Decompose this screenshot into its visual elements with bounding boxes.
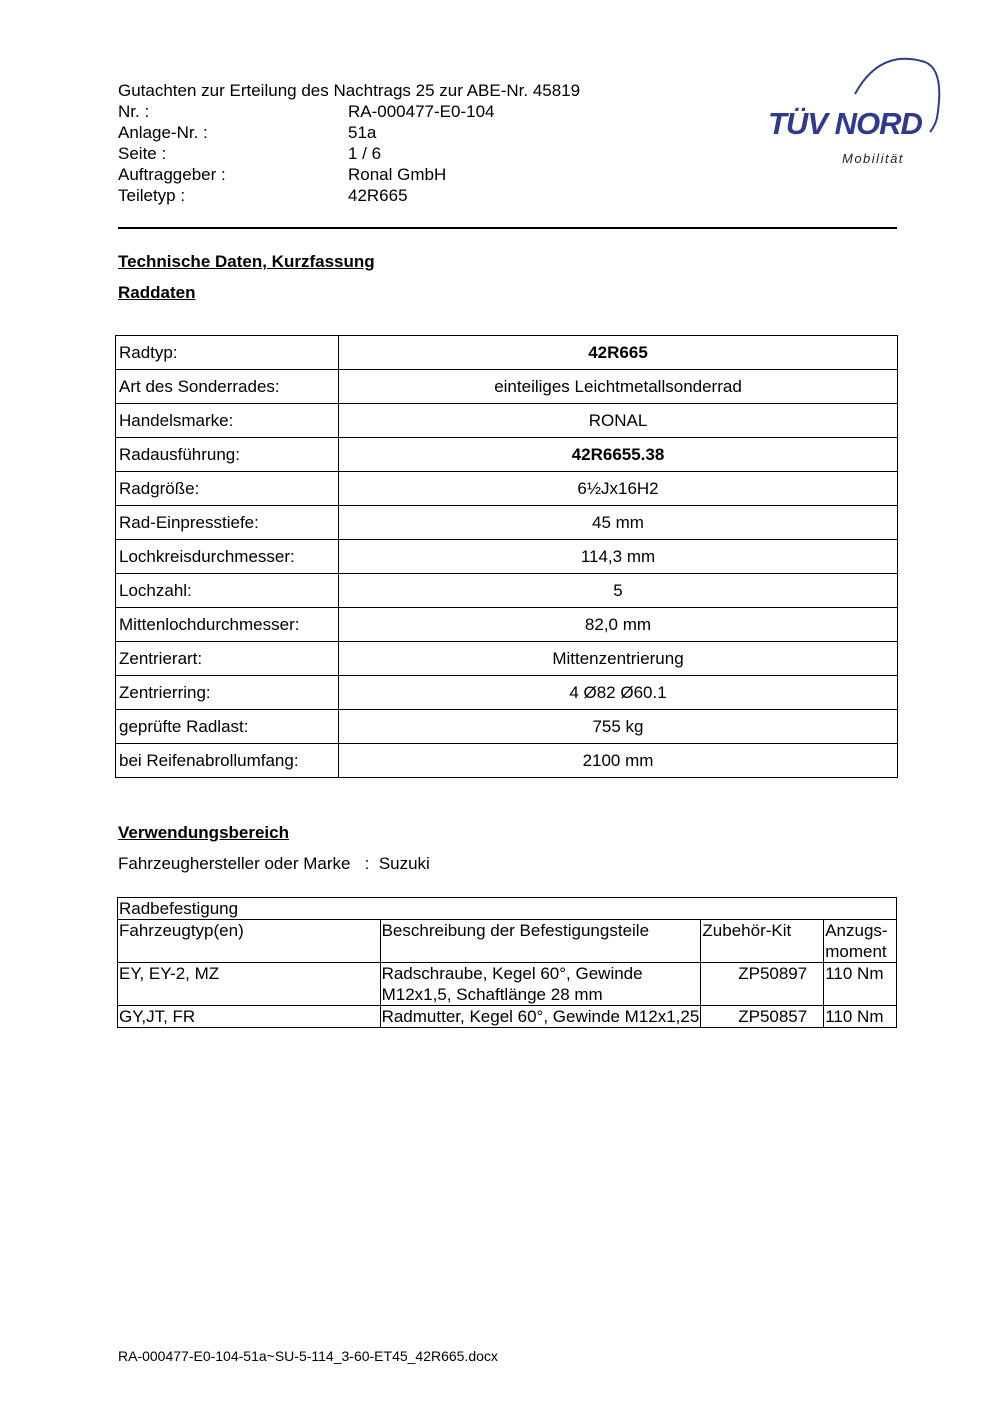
header-key: Seite : — [118, 144, 167, 163]
table-row — [118, 1006, 897, 1028]
manufacturer-line — [118, 854, 430, 874]
table-header-row — [118, 920, 897, 963]
header-row-nr — [118, 101, 580, 122]
table-cell: 110 Nm — [824, 1006, 897, 1028]
header-row-auftraggeber — [118, 164, 580, 185]
row-value: Mittenzentrierung — [339, 642, 898, 676]
header-row-anlage — [118, 122, 580, 143]
table-caption-row — [118, 898, 897, 920]
manufacturer-value: Suzuki — [378, 854, 430, 873]
row-value: einteiliges Leichtmetallsonderrad — [339, 370, 898, 404]
table-cell: ZP50897 — [701, 963, 824, 1006]
row-value: 42R6655.38 — [339, 438, 898, 472]
header-divider — [118, 227, 897, 229]
table-row — [116, 336, 898, 370]
header-row-seite — [118, 143, 580, 164]
footer-filename: RA-000477-E0-104-51a~SU-5-114_3-60-ET45_42R665.docx — [118, 1348, 498, 1364]
table-cell: 110 Nm — [824, 963, 897, 1006]
row-value: 42R665 — [339, 336, 898, 370]
section-heading-verwendung: Verwendungsbereich — [118, 823, 289, 842]
manufacturer-sep: : — [364, 854, 370, 873]
table-row — [116, 744, 898, 778]
row-value: 114,3 mm — [339, 540, 898, 574]
column-header: Fahrzeugtyp(en) — [118, 920, 381, 963]
header-key: Auftraggeber : — [118, 165, 226, 184]
header-value: 1 / 6 — [348, 144, 382, 163]
row-value: 45 mm — [339, 506, 898, 540]
table-row — [116, 540, 898, 574]
header-key: Anlage-Nr. : — [118, 123, 208, 142]
row-label: bei Reifenabrollumfang: — [116, 744, 339, 778]
table-cell: GY,JT, FR — [118, 1006, 381, 1028]
row-label: Mittenlochdurchmesser: — [116, 608, 339, 642]
manufacturer-label: Fahrzeughersteller oder Marke — [118, 854, 351, 873]
column-header: Zubehör-Kit — [701, 920, 824, 963]
logo-subtitle: Mobilität — [842, 151, 904, 166]
column-header: Beschreibung der Befestigungsteile — [380, 920, 701, 963]
header-value: 51a — [348, 123, 377, 142]
table-row — [116, 574, 898, 608]
header-value: Ronal GmbH — [348, 165, 447, 184]
row-label: Radgröße: — [116, 472, 339, 506]
row-value: 6½Jx16H2 — [339, 472, 898, 506]
table-row — [116, 404, 898, 438]
logo-wordmark: TÜV NORD — [768, 106, 922, 141]
row-label: Lochzahl: — [116, 574, 339, 608]
table-row — [118, 963, 897, 1006]
radbefestigung-table — [117, 897, 897, 1028]
table-row — [116, 370, 898, 404]
header-value: 42R665 — [348, 186, 408, 205]
row-label: Zentrierring: — [116, 676, 339, 710]
table-row — [116, 710, 898, 744]
row-label: Radtyp: — [116, 336, 339, 370]
table-cell: Radmutter, Kegel 60°, Gewinde M12x1,25 — [381, 1007, 700, 1026]
table-row — [116, 506, 898, 540]
row-label: Rad-Einpresstiefe: — [116, 506, 339, 540]
row-label: Handelsmarke: — [116, 404, 339, 438]
column-header: Anzugs- moment — [824, 920, 897, 963]
section-heading-raddaten: Raddaten — [118, 283, 196, 302]
document-header — [118, 80, 580, 206]
row-label: Radausführung: — [116, 438, 339, 472]
row-value: 4 Ø82 Ø60.1 — [339, 676, 898, 710]
header-key: Nr. : — [118, 102, 150, 121]
table-row — [116, 438, 898, 472]
table-row — [116, 472, 898, 506]
table-row — [116, 676, 898, 710]
header-value: RA-000477-E0-104 — [348, 102, 495, 121]
row-label: Zentrierart: — [116, 642, 339, 676]
row-value: RONAL — [339, 404, 898, 438]
row-label: Lochkreisdurchmesser: — [116, 540, 339, 574]
table-cell: ZP50857 — [701, 1006, 824, 1028]
header-row-teiletyp — [118, 185, 580, 206]
row-value: 755 kg — [339, 710, 898, 744]
table-cell: Radschraube, Kegel 60°, Gewinde M12x1,5, Schaftlänge 28 mm — [380, 963, 701, 1006]
table-cell: EY, EY-2, MZ — [118, 963, 381, 1006]
header-key: Teiletyp : — [118, 186, 186, 205]
row-value: 82,0 mm — [339, 608, 898, 642]
row-value: 5 — [339, 574, 898, 608]
tuv-nord-logo — [760, 56, 950, 176]
table-row — [116, 608, 898, 642]
row-label: geprüfte Radlast: — [116, 710, 339, 744]
table-row — [116, 642, 898, 676]
section-heading-tech: Technische Daten, Kurzfassung — [118, 252, 375, 271]
row-label: Art des Sonderrades: — [116, 370, 339, 404]
table-caption: Radbefestigung — [118, 898, 897, 920]
row-value: 2100 mm — [339, 744, 898, 778]
document-title: Gutachten zur Erteilung des Nachtrags 25 zur ABE-Nr. 45819 — [118, 81, 581, 100]
raddaten-table — [115, 335, 898, 778]
